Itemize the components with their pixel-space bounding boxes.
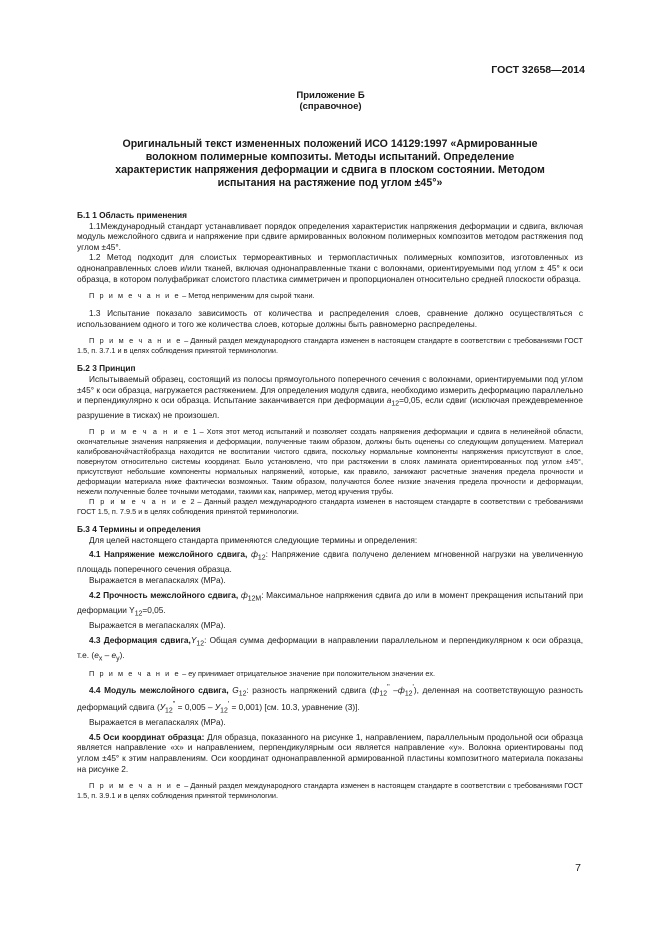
note	[77, 336, 583, 356]
unit-line: Выражается в мегапаскалях (MPa).	[89, 717, 226, 728]
paragraph: 1.1Международный стандарт устанавливает порядок определения характеристик напряжения деформации и сдвига, включая модуль межслойного сдвига и напряжение при сдвиге армированных волокном полимерных композитов методом растяжения под углом ±45°.	[77, 220, 583, 252]
note-text: – Данный раздел международного стандарта изменен в настоящем стандарте в соответствии с требованиями ГОСТ 1.5, п. 3.9.1 и в целях соблюдения принятой терминологии.	[77, 781, 583, 801]
symbol: ф	[397, 684, 405, 695]
note-label: П р и м е ч а н и е	[89, 336, 182, 346]
note-label: П р и м е ч а н и е	[89, 426, 190, 436]
note-label: П р и м е ч а н и е	[89, 291, 181, 301]
term-definition	[77, 635, 583, 666]
term-definition	[77, 683, 583, 717]
symbol: e	[94, 649, 99, 660]
note	[77, 669, 583, 679]
paragraph: 1.3 Испытание показало зависимость от количества и распределения слоев, сравнение должно осуществляться с использованием одного и того же количества слоев, которые должны быть равномерно распределены.	[77, 308, 583, 329]
superscript: '	[227, 701, 230, 709]
text-run: : Максимальное напряжения сдвига до или в момент прекращения испытаний при деформации Y	[77, 589, 584, 615]
note-label: П р и м е ч а н и е	[89, 669, 181, 679]
symbol: ф	[372, 684, 380, 695]
section-heading-principle: Б.2 3 Принцип	[77, 363, 136, 374]
term-definition	[77, 732, 583, 774]
subscript: 12	[391, 400, 400, 408]
subscript: y	[116, 655, 120, 663]
superscript: '	[412, 684, 414, 692]
paragraph: Для целей настоящего стандарта применяются следующие термины и определения:	[89, 534, 418, 545]
subscript: 12	[220, 707, 228, 715]
subscript: 12	[134, 610, 143, 618]
superscript: ''	[172, 701, 176, 709]
note-text: 2 – Данный раздел международного стандарта изменен в настоящем стандарте в соответствии с требованиями ГОСТ 1.5, п. 7.9.5 и в целях соблюдения принятой терминологии.	[77, 496, 583, 516]
term: 4.2 Прочность межслойного сдвига,	[89, 589, 239, 600]
superscript: ''	[387, 684, 390, 692]
term-definition	[77, 590, 583, 621]
text-run: ), деленная на соответствующую разность деформаций сдвига (	[77, 684, 584, 712]
annex-heading	[0, 90, 661, 112]
unit-line: Выражается в мегапаскалях (MPa).	[89, 575, 226, 585]
subscript: 12	[238, 690, 247, 698]
symbol: У	[214, 701, 221, 712]
note-text: – Данный раздел международного стандарта изменен в настоящем стандарте в соответствии с требованиями ГОСТ 1.5, п. 3.7.1 и в целях соблюдения принятой терминологии.	[77, 336, 583, 356]
subscript: 12	[404, 690, 413, 698]
symbol: Y	[190, 634, 197, 645]
unit-line: Выражается в мегапаскалях (MPa).	[89, 620, 226, 631]
section-heading-scope: Б.1 1 Область применения	[77, 210, 187, 220]
symbol: e	[111, 649, 117, 660]
document-code: ГОСТ 32658—2014	[491, 64, 585, 76]
symbol: G	[232, 684, 239, 695]
text-run: =0,05.	[142, 604, 166, 615]
text-run: =0,05, если сдвиг (исключая преждевременное разрушение в тисках) не произошел.	[77, 395, 583, 421]
page-number: 7	[575, 862, 581, 874]
annex-subtitle: (справочное)	[299, 101, 362, 112]
note	[77, 291, 583, 301]
text-run: ).	[119, 649, 125, 660]
paragraph	[77, 374, 583, 421]
note	[77, 427, 583, 497]
document-body	[77, 210, 583, 801]
text-run: Испытываемый образец, состоящий из полосы прямоугольного поперечного сечения с волокнами, ориентируемыми под углом ±45° к оси образца, нагружается растяжением. Для определения модуля сдвига, необходимо измерить деформацию параллельно и перпендикулярно к оси образца. Испытание заканчивается при деформации	[77, 373, 583, 406]
paragraph: 1.2 Метод подходит для слоистых термореактивных и термопластичных полимерных композитов, изготовленных из однонаправленных слоев и/или тканей, включая однонаправленные ткани с волокнами, ориентируемыми под углом ± 45° к оси образца, в котором полуфабрикат слоистого пластика симметричен и пропорционален относительно средней плоскости образца.	[77, 252, 583, 284]
note-label: П р и м е ч а н и е	[89, 781, 182, 791]
note-text: – ey принимает отрицательное значение при положительном значении ex.	[180, 669, 436, 679]
symbol: ф	[250, 549, 258, 560]
symbol: У	[159, 701, 166, 712]
section-heading-terms: Б.3 4 Термины и определения	[77, 523, 201, 534]
term: 4.3 Деформация сдвига,	[89, 634, 191, 645]
text-run: = 0,005 –	[175, 701, 215, 712]
subscript: 12	[379, 690, 388, 698]
text-run: : Напряжение сдвига получено делением мгновенной нагрузки на увеличенную площадь поперечного сечения образца.	[77, 549, 583, 575]
annex-title: Приложение Б	[296, 90, 365, 101]
note	[77, 781, 583, 801]
text-run: : Общая сумма деформации в направлении параллельном и перпендикулярном к оси образца, т.е. (	[77, 634, 583, 660]
term: 4.1 Напряжение межслойного сдвига,	[89, 549, 248, 560]
subscript: 12M	[247, 595, 262, 603]
text-run: : разность напряжений сдвига (	[246, 684, 373, 695]
note-text: – Метод неприменим для сырой ткани.	[180, 291, 315, 301]
note-text: 1 – Хотя этот метод испытаний и позволяет создать напряжения деформации и сдвига в нелинейной области, окончательные значения напряжения и деформации, полученные таким образом, должны быть оценены со следующим допущением. Материал калиброваночйчастйобразца находится не воспитании чистого сдвига, поскольку нормальные компоненты напряжения присутствуют в слое, повернутом относительно системы координат. Было установлено, что при растяжении в слоях ламината ориентированных под углом ±45°, присутствуют небольшие компоненты нормальных напряжений, которые, как правило, занижают расчетные значения предела прочности и деформации материала ниже фактически возможных. Таким образом, получаются более низкие значения предела прочности и деформации, нежели полученные более точными методами, такими как, например, метод кручения трубы.	[77, 426, 583, 496]
symbol: ф	[240, 589, 248, 600]
text-run: –	[389, 684, 398, 695]
subscript: x	[98, 655, 103, 663]
text-run: = 0,001) [см. 10.3, уравнение (3)].	[229, 701, 360, 712]
term: 4.4 Модуль межслойного сдвига,	[89, 684, 229, 695]
text-run: –	[102, 649, 112, 660]
symbol: a	[386, 395, 392, 406]
term: 4.5 Оси координат образца:	[89, 731, 205, 742]
text-run: Для образца, показанного на рисунке 1, направлением, параллельным продольной оси образца является направление «x» и направлением, перпендикулярным оси является направление «y». Волокна ориентированы под углом ±45° к этим направлениям. Оси координат однонаправленной армированной пластины композитного материала показаны на рисунке 2.	[77, 731, 583, 774]
document-title: Оригинальный текст измененных положений ИСО 14129:1997 «Армированные волокном полимерные композиты. Методы испытаний. Определение характеристик напряжения деформации и сдвига в плоском состоянии. Методом испытания на растяжение под углом ±45°»	[115, 138, 545, 189]
note-label: П р и м е ч а н и е	[89, 496, 188, 506]
note	[77, 497, 583, 517]
subscript: 12	[257, 554, 266, 562]
term-definition	[77, 549, 583, 575]
subscript: 12	[165, 707, 173, 715]
subscript: 12	[196, 640, 205, 648]
